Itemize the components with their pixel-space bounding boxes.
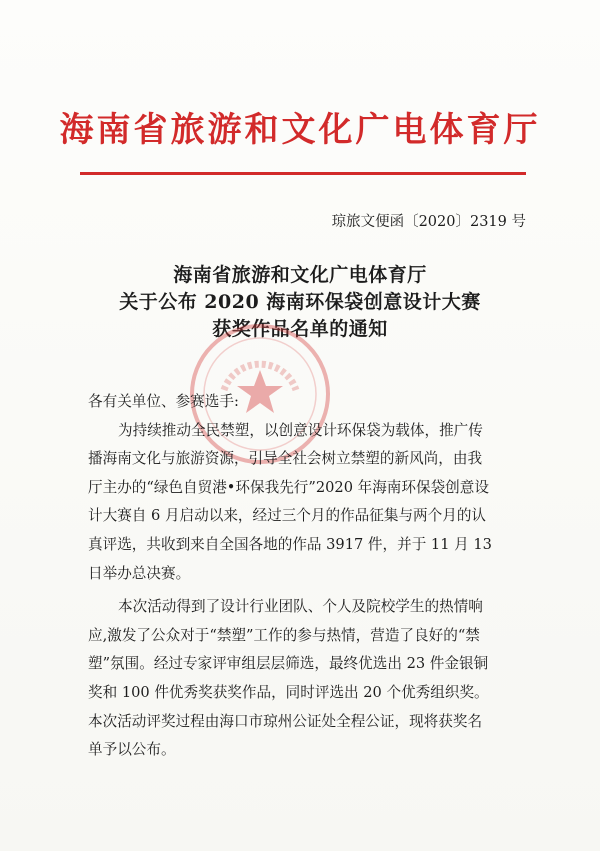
paragraph-line: 单予以公布。 xyxy=(88,741,176,759)
paragraph-line: 计大赛自 6 月启动以来，经过三个月的作品征集与两个月的认 xyxy=(88,507,487,525)
title-line: 关于公布 2020 海南环保袋创意设计大赛 xyxy=(119,291,481,313)
paragraph xyxy=(88,417,528,589)
paragraph-line: 厅主办的“绿色自贸港•环保我先行”2020 年海南环保袋创意设 xyxy=(88,478,489,496)
paragraph-line: 塑”氛围。经过专家评审组层层筛选，最终优选出 23 件金银铜 xyxy=(88,655,489,673)
paragraph-line: 本次活动得到了设计行业团队、个人及院校学生的热情响 xyxy=(118,598,483,616)
salutation: 各有关单位、参赛选手: xyxy=(88,393,239,410)
title-line: 海南省旅游和文化广电体育厅 xyxy=(173,264,427,286)
paragraph-line: 真评选，共收到来自全国各地的作品 3917 件，并于 11 月 13 xyxy=(88,535,492,553)
title-line: 获奖作品名单的通知 xyxy=(212,318,388,340)
document-number: 琼旅文便函〔2020〕2319 号 xyxy=(331,214,526,230)
document-body xyxy=(88,388,528,765)
header-red-rule xyxy=(80,172,526,175)
paragraph xyxy=(88,593,528,765)
paragraph-line: 本次活动评奖过程由海口市琼州公证处全程公证，现将获奖名 xyxy=(88,712,483,730)
organization-header: 海南省旅游和文化广电体育厅 xyxy=(59,110,541,150)
paragraph-line: 日举办总决赛。 xyxy=(88,564,191,582)
paragraph-line: 应,激发了公众对于“禁塑”工作的参与热情，营造了良好的“禁 xyxy=(88,626,480,644)
paragraph-line: 奖和 100 件优秀奖获奖作品，同时评选出 20 个优秀组织奖。 xyxy=(88,683,489,701)
paragraph-line: 为持续推动全民禁塑，以创意设计环保袋为载体，推广传 xyxy=(118,421,483,439)
paragraph-line: 播海南文化与旅游资源，引导全社会树立禁塑的新风尚，由我 xyxy=(88,450,483,468)
